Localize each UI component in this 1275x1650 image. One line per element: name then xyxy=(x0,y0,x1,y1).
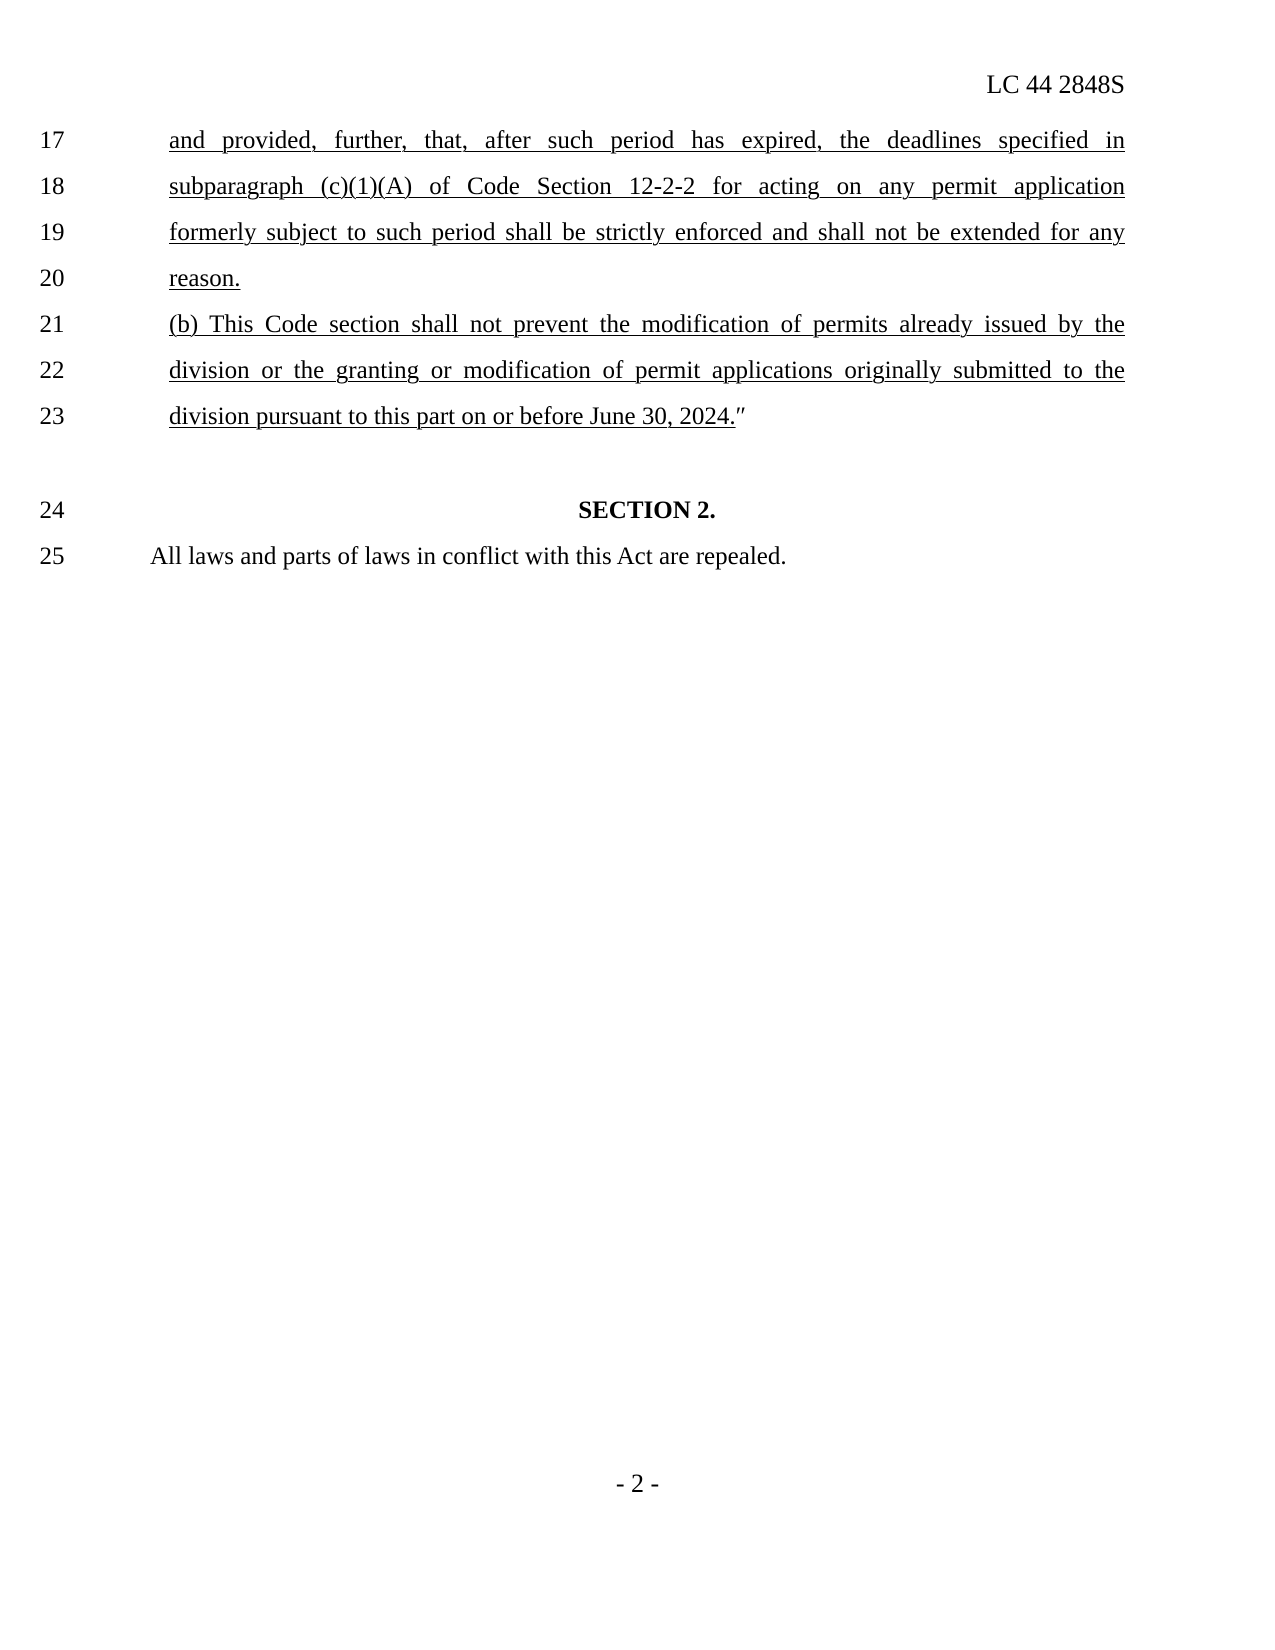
line-text: formerly subject to such period shall be strictly enforced and shall not be extended for any xyxy=(169,219,1125,246)
page-number: - 2 - xyxy=(615,1469,660,1498)
line-number: 17 xyxy=(39,127,65,154)
line-text: subparagraph (c)(1)(A) of Code Section 12-2-2 for acting on any permit application xyxy=(169,173,1125,200)
line-text: reason. xyxy=(169,265,241,292)
underlined-text: division pursuant to this part on or before June 30, 2024. xyxy=(169,403,736,430)
bill-code: LC 44 2848S xyxy=(986,70,1125,99)
line-row xyxy=(0,540,1275,574)
line-row xyxy=(0,400,1275,434)
line-number: 23 xyxy=(39,403,65,430)
line-number: 18 xyxy=(39,173,65,200)
line-text: (b) This Code section shall not prevent the modification of permits already issued by the xyxy=(169,311,1125,338)
line-row xyxy=(0,494,1275,528)
line-number: 20 xyxy=(39,265,65,292)
line-number: 24 xyxy=(39,497,65,524)
closing-quote: ″ xyxy=(735,403,747,430)
line-row xyxy=(0,124,1275,158)
line-number: 21 xyxy=(39,311,65,338)
repeal-clause: All laws and parts of laws in conflict with this Act are repealed. xyxy=(150,543,787,570)
line-row xyxy=(0,170,1275,204)
line-row xyxy=(0,262,1275,296)
line-number: 25 xyxy=(39,543,65,570)
line-text xyxy=(169,400,1125,434)
line-row xyxy=(0,354,1275,388)
line-text: division or the granting or modification of permit applications originally submitted to the xyxy=(169,357,1125,384)
line-text: and provided, further, that, after such period has expired, the deadlines specified in xyxy=(169,127,1125,154)
section-heading: SECTION 2. xyxy=(578,497,716,524)
line-number: 19 xyxy=(39,219,65,246)
line-number: 22 xyxy=(39,357,65,384)
line-row xyxy=(0,308,1275,342)
line-row xyxy=(0,216,1275,250)
